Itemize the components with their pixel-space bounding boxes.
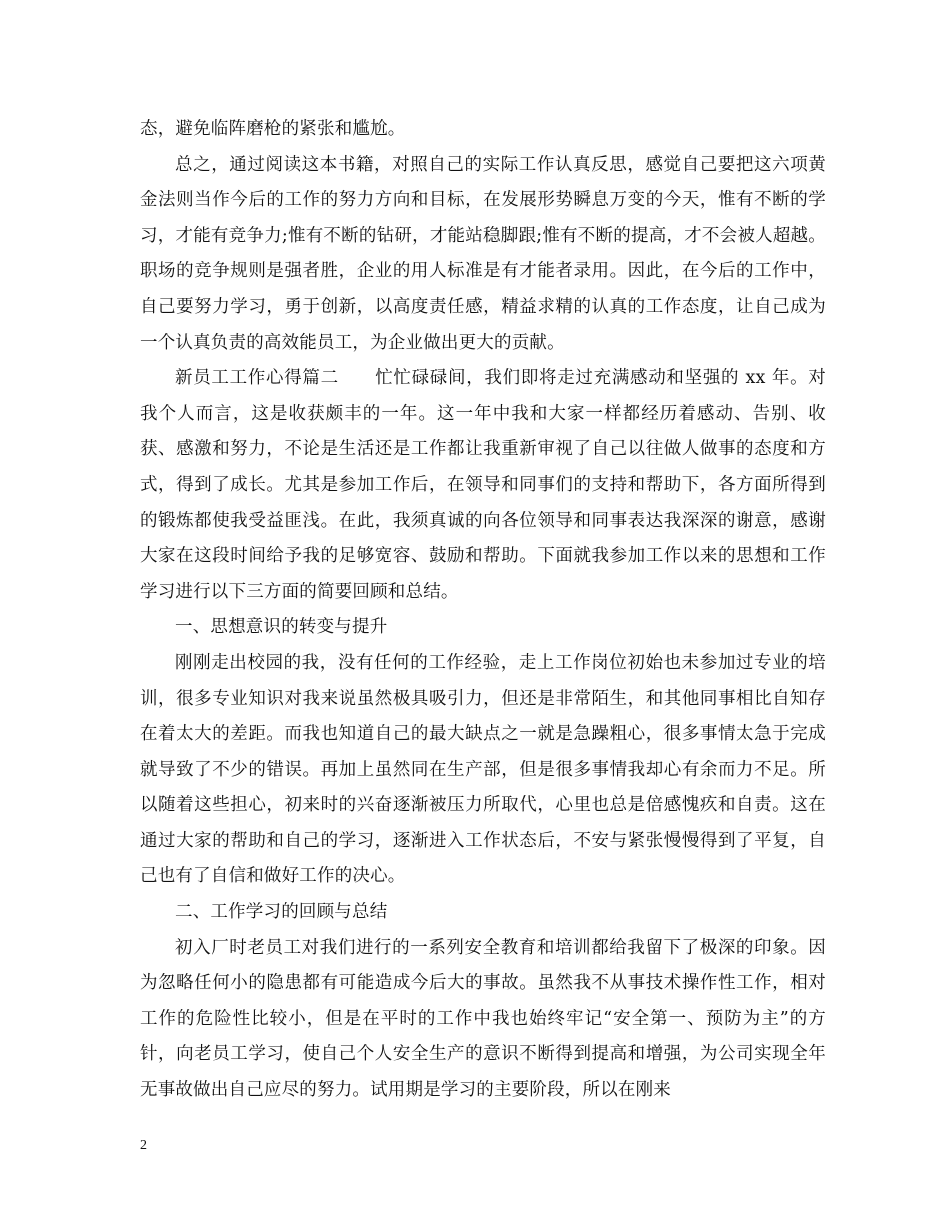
paragraph-work-study: 初入厂时老员工对我们进行的一系列安全教育和培训都给我留下了极深的印象。因为忽略任何小的隐患都有可能造成今后大的事故。虽然我不从事技术操作性工作，相对工作的危险性比较小，但是在平时的工作中我也始终牢记“安全第一、预防为主”的方针，向老员工学习，使自己个人安全生产的意识不断得到提高和增强，为公司实现全年无事故做出自己应尽的努力。试用期是学习的主要阶段，所以在刚来 xyxy=(140,937,826,1101)
section-heading-work-study: 二、工作学习的回顾与总结 xyxy=(175,902,388,923)
section-heading-thinking: 一、思想意识的转变与提升 xyxy=(175,617,388,638)
paragraph-summary: 总之，通过阅读这本书籍，对照自己的实际工作认真反思，感觉自己要把这六项黄金法则当作今后的工作的努力方向和目标，在发展形势瞬息万变的今天，惟有不断的学习，才能有竞争力;惟有不断的钻研，才能站稳脚跟;惟有不断的提高，才不会被人超越。职场的竞争规则是强者胜，企业的用人标准是有才能者录用。因此，在今后的工作中，自己要努力学习，勇于创新，以高度责任感，精益求精的认真的工作态度，让自己成为一个认真负责的高效能员工，为企业做出更大的贡献。 xyxy=(140,154,826,353)
paragraph-continuation: 态，避免临阵磨枪的紧张和尴尬。 xyxy=(140,119,406,139)
paragraph-part-two-intro: 新员工工作心得篇二 忙忙碌碌间，我们即将走过充满感动和坚强的 xx 年。对我个人而言，这是收获颇丰的一年。这一年中我和大家一样都经历着感动、告别、收获、感激和努力，不论是生活还是工作都让我重新审视了自己以往做人做事的态度和方式，得到了成长。尤其是参加工作后，在领导和同事们的支持和帮助下，各方面所得到的锻炼都使我受益匪浅。在此，我须真诚的向各位领导和同事表达我深深的谢意，感谢大家在这段时间给予我的足够宽容、鼓励和帮助。下面就我参加工作以来的思想和工作学习进行以下三方面的简要回顾和总结。 xyxy=(140,368,826,602)
paragraph-thinking: 刚刚走出校园的我，没有任何的工作经验，走上工作岗位初始也未参加过专业的培训，很多专业知识对我来说虽然极具吸引力，但还是非常陌生，和其他同事相比自知存在着太大的差距。而我也知道自己的最大缺点之一就是急躁粗心，很多事情太急于完成就导致了不少的错误。再加上虽然同在生产部，但是很多事情我却心有余而力不足。所以随着这些担心，初来时的兴奋逐渐被压力所取代，心里也总是倍感愧疚和自责。这在通过大家的帮助和自己的学习，逐渐进入工作状态后，不安与紧张慢慢得到了平复，自己也有了自信和做好工作的决心。 xyxy=(140,652,826,887)
page-number: 2 xyxy=(140,1138,147,1153)
document-body xyxy=(140,112,826,1109)
